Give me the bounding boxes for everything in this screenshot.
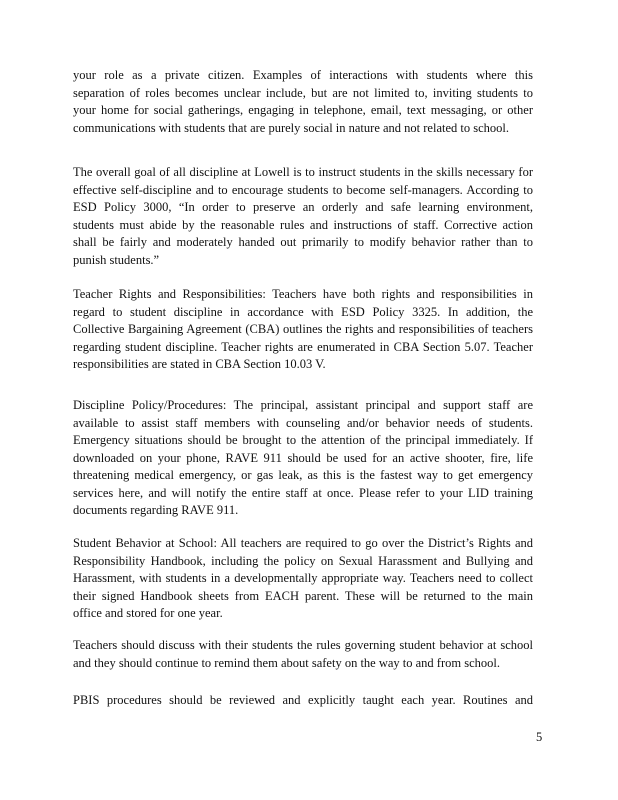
text-line: effective self-discipline and to encourage students to become self-managers. According to [73, 182, 533, 197]
paragraph-teacher-rights [73, 286, 533, 374]
text-line: your role as a private citizen. Examples of interactions with students where this [73, 68, 533, 82]
paragraph-discipline-goal [73, 164, 533, 269]
text-line: Student Behavior at School: All teachers are required to go over the District’s Rights and [73, 536, 533, 550]
text-line: communications with students that are purely social in nature and not related to school. [73, 120, 509, 135]
text-line: responsibilities are stated in CBA Section 10.03 V. [73, 357, 326, 371]
text-line: Teacher Rights and Responsibilities: Teachers have both rights and responsibilities in [73, 287, 533, 301]
text-line: PBIS procedures should be reviewed and explicitly taught each year. Routines and [73, 693, 533, 707]
paragraph-safety-rules [73, 637, 533, 672]
text-line: Collective Bargaining Agreement (CBA) outlines the rights and responsibilities of teachers [73, 322, 533, 336]
text-line: The overall goal of all discipline at Lowell is to instruct students in the skills necessary for [73, 165, 533, 179]
text-line: Responsibility Handbook, including the policy on Sexual Harassment and Bullying and [73, 553, 533, 568]
paragraph-pbis [73, 692, 533, 710]
paragraph-role-separation [73, 67, 533, 137]
text-line: your home for social gatherings, engaging in telephone, email, text messaging, or other [73, 103, 533, 117]
text-line: Discipline Policy/Procedures: The principal, assistant principal and support staff are [73, 398, 533, 412]
text-line: separation of roles becomes unclear include, but are not limited to, inviting students to [73, 85, 533, 100]
text-line: services here, and will notify the entire staff at once. Please refer to your LID training [73, 485, 533, 500]
text-line: students must abide by the reasonable rules and instructions of staff. Corrective action [73, 217, 533, 232]
text-line: threatening medical emergency, or gas leak, as this is the fastest way to get emergency [73, 468, 533, 482]
text-line: ESD Policy 3000, “In order to preserve an orderly and safe learning environment, [73, 200, 533, 214]
text-line: and they should continue to remind them about safety on the way to and from school. [73, 655, 500, 670]
text-line: shall be fairly and moderately handed out primarily to modify behavior rather than to [73, 235, 533, 249]
text-line: Teachers should discuss with their students the rules governing student behavior at school [73, 638, 533, 652]
text-line: downloaded on your phone, RAVE 911 should be used for an active shooter, fire, life [73, 450, 533, 465]
page-number: 5 [536, 730, 543, 744]
text-line: Harassment, with students in a developmentally appropriate way. Teachers need to collect [73, 571, 533, 585]
text-line: available to assist staff members with counseling and/or behavior needs of students. [73, 415, 533, 430]
text-line: punish students.” [73, 252, 160, 267]
text-line: Emergency situations should be brought to the attention of the principal immediately. If [73, 433, 533, 447]
text-line: regard to student discipline in accordance with ESD Policy 3325. In addition, the [73, 304, 533, 319]
text-line: office and stored for one year. [73, 606, 223, 620]
text-line: their signed Handbook sheets from EACH parent. These will be returned to the main [73, 588, 533, 603]
text-line: documents regarding RAVE 911. [73, 503, 239, 517]
paragraph-discipline-policy [73, 397, 533, 520]
text-line: regarding student discipline. Teacher rights are enumerated in CBA Section 5.07. Teacher [73, 339, 533, 354]
paragraph-student-behavior [73, 535, 533, 623]
